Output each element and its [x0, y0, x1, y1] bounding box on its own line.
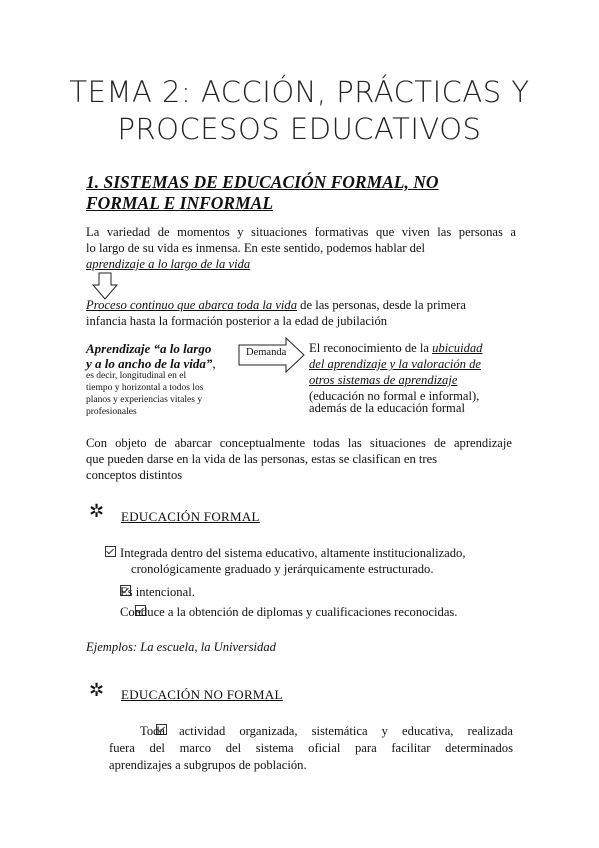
intro-line-1: La variedad de momentos y situaciones formativas que viven las personas a [86, 225, 516, 239]
lifewide-desc-line-1: es decir, longitudinal en el [86, 371, 187, 381]
formal-item-1-line-1: Integrada dentro del sistema educativo, altamente institucionalizado, [120, 546, 466, 560]
section-heading-line-2: FORMAL E INFORMAL [86, 193, 274, 213]
intro-lifelong-learning: aprendizaje a lo largo de la vida [86, 257, 251, 271]
asterisk-icon: ✲ [89, 501, 105, 522]
classification-line-1: Con objeto de abarcar conceptualmente todas las situaciones de aprendizaje [86, 436, 512, 450]
classification-line-3: conceptos distintos [86, 468, 183, 482]
down-arrow-icon [92, 272, 118, 300]
recognition-line-3: otros sistemas de aprendizaje [309, 373, 458, 387]
recognition-line-1 [309, 340, 482, 356]
arrow-label: Demanda [246, 347, 287, 358]
nonformal-item-1-line-2: fuera del marco del sistema oficial para facilitar determinados [109, 741, 513, 755]
page-title-line-1: TEMA 2: ACCIÓN, PRÁCTICAS Y [69, 75, 530, 109]
process-line-2: infancia hasta la formación posterior a la edad de jubilación [86, 314, 388, 328]
recognition-ubiquity: ubicuidad [432, 341, 483, 355]
classification-line-2: que pueden darse en la vida de las personas, estas se clasifican en tres [86, 452, 438, 466]
page-title-line-2: PROCESOS EDUCATIVOS [117, 112, 482, 146]
section-heading-line-1: 1. SISTEMAS DE EDUCACIÓN FORMAL, NO [86, 172, 439, 192]
lifewide-title-text: y a lo ancho de la vida” [86, 356, 213, 371]
asterisk-icon: ✲ [89, 680, 105, 701]
process-rest: de las personas, desde la primera [297, 298, 466, 312]
nonformal-item-1-line-3: aprendizajes a subgrupos de población. [109, 758, 307, 772]
lifewide-title-line-1: Aprendizaje “a lo largo [86, 341, 212, 356]
intro-line-2: lo largo de su vida es inmensa. En este sentido, podemos hablar del [86, 241, 426, 255]
lifewide-title-line-2 [86, 356, 216, 372]
formal-examples: Ejemplos: La escuela, la Universidad [86, 640, 276, 654]
formal-item-1-line-2: cronológicamente graduado y jerárquicamente estructurado. [131, 562, 434, 576]
recognition-line-2: del aprendizaje y la valoración de [309, 357, 481, 371]
formal-item-3: Conduce a la obtención de diplomas y cualificaciones reconocidas. [120, 605, 458, 619]
lifewide-desc-line-2: tiempo y horizontal a todos los [86, 383, 204, 393]
nonformal-heading: EDUCACIÓN NO FORMAL [121, 687, 283, 702]
process-underlined: Proceso continuo que abarca toda la vida [86, 298, 298, 312]
recognition-line-4: (educación no formal e informal), [309, 389, 480, 403]
checkbox-icon [105, 546, 116, 557]
recognition-plain: El reconocimiento de la [309, 341, 433, 355]
recognition-line-5: además de la educación formal [309, 401, 465, 415]
lifewide-title-comma: , [212, 356, 216, 371]
formal-item-2: Es intencional. [120, 585, 195, 599]
nonformal-item-1-line-1: Toda actividad organizada, sistemática y educativa, realizada [140, 724, 513, 738]
lifewide-desc-line-3: planos y experiencias vitales y [86, 395, 203, 405]
formal-heading: EDUCACIÓN FORMAL [121, 509, 260, 524]
process-line-1 [86, 297, 466, 313]
lifewide-desc-line-4: profesionales [86, 407, 137, 417]
